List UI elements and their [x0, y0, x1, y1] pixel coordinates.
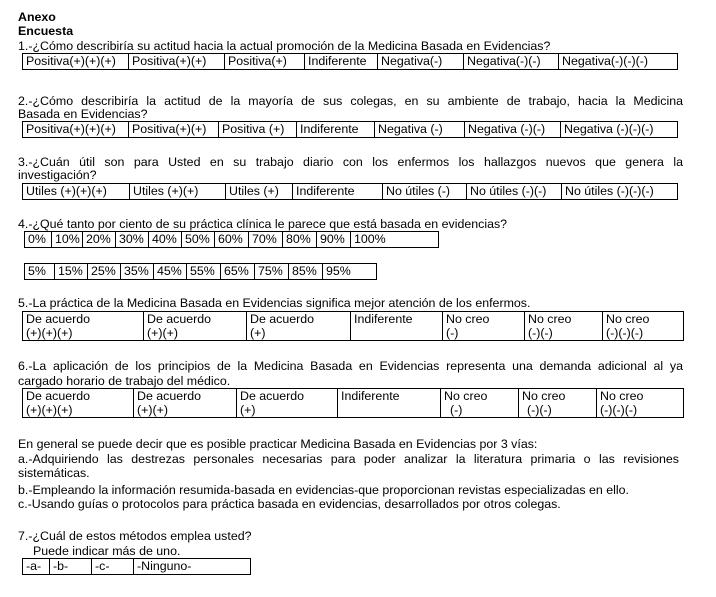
q5-option[interactable]: Indiferente [351, 312, 443, 341]
q2-text-line2: Basada en Evidencias? [18, 107, 148, 121]
q2-text-line1: 2.-¿Cómo describiría la actitud de la mayoría de sus colegas, en su ambiente de trabajo, hacia la Medicina [18, 94, 683, 108]
q7-option-c[interactable]: -c- [92, 559, 134, 575]
q1-option[interactable]: Positiva(+)(+) [129, 54, 225, 70]
q5-option[interactable]: No creo (-) [443, 312, 525, 341]
q2-option[interactable]: Positiva(+)(+) [129, 122, 219, 138]
q7-option-none[interactable]: -Ninguno- [134, 559, 251, 575]
method-a-line1: a.-Adquiriendo las destrezas personales necesarias para poder analizar la literatura primaria o las revisiones [18, 452, 679, 466]
q4-percent-option[interactable]: 55% [187, 264, 221, 280]
q5-text: 5.-La práctica de la Medicina Basada en Evidencias significa mejor atención de los enfermos. [18, 296, 531, 310]
q4-percent-option[interactable]: 10% [52, 232, 83, 248]
q6-option[interactable]: No creo (-)(-) [519, 389, 597, 418]
q4-percent-option[interactable]: 15% [55, 264, 88, 280]
q3-option[interactable]: Indiferente [293, 184, 383, 200]
q2-option[interactable]: Negativa (-)(-)(-) [561, 122, 678, 138]
q4-percent-option[interactable]: 85% [289, 264, 323, 280]
q4-percent-option[interactable]: 30% [116, 232, 149, 248]
q1-option[interactable]: Indiferente [305, 54, 378, 70]
q7-note: Puede indicar más de uno. [33, 544, 181, 558]
annex-label: Anexo [18, 10, 56, 24]
q6-option[interactable]: No creo (-)(-)(-) [597, 389, 684, 418]
q6-option[interactable]: No creo (-) [441, 389, 519, 418]
q5-option[interactable]: No creo (-)(-) [525, 312, 603, 341]
q5-option[interactable]: No creo (-)(-)(-) [603, 312, 684, 341]
q3-options [22, 183, 678, 200]
q2-option[interactable]: Negativa (-)(-) [465, 122, 561, 138]
q4-percent-option[interactable]: 90% [317, 232, 351, 248]
q6-option[interactable]: De acuerdo (+)(+) [134, 389, 237, 418]
q4-percent-option[interactable]: 65% [221, 264, 255, 280]
q4-percent-option[interactable]: 35% [121, 264, 154, 280]
q4-percent-option[interactable]: 100% [351, 232, 439, 248]
q3-option[interactable]: Utiles (+)(+) [130, 184, 226, 200]
q3-text-line2: investigación? [18, 168, 97, 182]
q6-option[interactable]: De acuerdo (+) [237, 389, 338, 418]
q1-option[interactable]: Negativa(-)(-)(-) [559, 54, 678, 70]
q6-options [22, 388, 684, 418]
q2-option[interactable]: Negativa (-) [375, 122, 465, 138]
q1-text: 1.-¿Cómo describiría su actitud hacia la actual promoción de la Medicina Basada en Evidencias? [18, 39, 551, 53]
q4-percent-option[interactable]: 60% [215, 232, 249, 248]
q4-percent-option[interactable]: 5% [25, 264, 55, 280]
method-b: b.-Empleando la información resumida-basada en evidencias-que proporcionan revistas especializadas en ello. [18, 483, 629, 497]
q2-option[interactable]: Positiva (+) [219, 122, 297, 138]
q1-option[interactable]: Negativa(-)(-) [464, 54, 559, 70]
q7-option-b[interactable]: -b- [50, 559, 92, 575]
general-intro: En general se puede decir que es posible practicar Medicina Basada en Evidencias por 3 vías: [18, 437, 538, 451]
q5-option[interactable]: De acuerdo (+)(+)(+) [23, 312, 144, 341]
q4-percent-option[interactable]: 0% [25, 232, 52, 248]
q6-option[interactable]: Indiferente [338, 389, 441, 418]
q6-text-line2: cargado horario de trabajo del médico. [18, 374, 231, 388]
method-a-line2: sistemáticas. [18, 466, 90, 480]
q4-percent-option[interactable]: 40% [149, 232, 182, 248]
q3-option[interactable]: Utiles (+) [226, 184, 293, 200]
q5-option[interactable]: De acuerdo (+)(+) [144, 312, 247, 341]
q2-options [22, 121, 678, 138]
q4-percent-option[interactable]: 80% [283, 232, 317, 248]
q4-percent-option[interactable]: 50% [182, 232, 215, 248]
q4-percent-option[interactable]: 70% [249, 232, 283, 248]
q1-option[interactable]: Positiva(+) [225, 54, 305, 70]
survey-title: Encuesta [18, 24, 74, 38]
q7-option-a[interactable]: -a- [23, 559, 50, 575]
q3-option[interactable]: No útiles (-)(-) [467, 184, 562, 200]
q6-option[interactable]: De acuerdo (+)(+)(+) [23, 389, 134, 418]
q1-options [22, 53, 678, 70]
q3-option[interactable]: No útiles (-)(-)(-) [562, 184, 678, 200]
q4-percent-row2 [24, 263, 377, 280]
q6-text-line1: 6.-La aplicación de los principios de la Medicina Basada en Evidencias representa una demanda adicional al ya [18, 359, 683, 373]
q5-option[interactable]: De acuerdo (+) [247, 312, 351, 341]
q4-percent-option[interactable]: 75% [255, 264, 289, 280]
q4-percent-option[interactable]: 45% [154, 264, 187, 280]
q5-options [22, 311, 684, 341]
q2-option[interactable]: Indiferente [297, 122, 375, 138]
q3-option[interactable]: No útiles (-) [383, 184, 467, 200]
q1-option[interactable]: Negativa(-) [378, 54, 464, 70]
q1-option[interactable]: Positiva(+)(+)(+) [23, 54, 129, 70]
method-c: c.-Usando guías o protocolos para práctica basada en evidencias, desarrollados por otros colegas. [18, 497, 561, 511]
q3-option[interactable]: Utiles (+)(+)(+) [23, 184, 130, 200]
q3-text-line1: 3.-¿Cuán útil son para Usted en su trabajo diario con los enfermos los hallazgos nuevos que genera la [18, 155, 683, 169]
q7-text: 7.-¿Cuál de estos métodos emplea usted? [18, 529, 252, 543]
q4-percent-row1 [24, 231, 439, 248]
q4-percent-option[interactable]: 20% [83, 232, 116, 248]
q4-percent-option[interactable]: 25% [88, 264, 121, 280]
q4-text: 4.-¿Qué tanto por ciento de su práctica clínica le parece que está basada en evidencias? [18, 217, 508, 231]
q7-options [22, 558, 251, 575]
q4-percent-option[interactable]: 95% [323, 264, 377, 280]
q2-option[interactable]: Positiva(+)(+)(+) [23, 122, 129, 138]
